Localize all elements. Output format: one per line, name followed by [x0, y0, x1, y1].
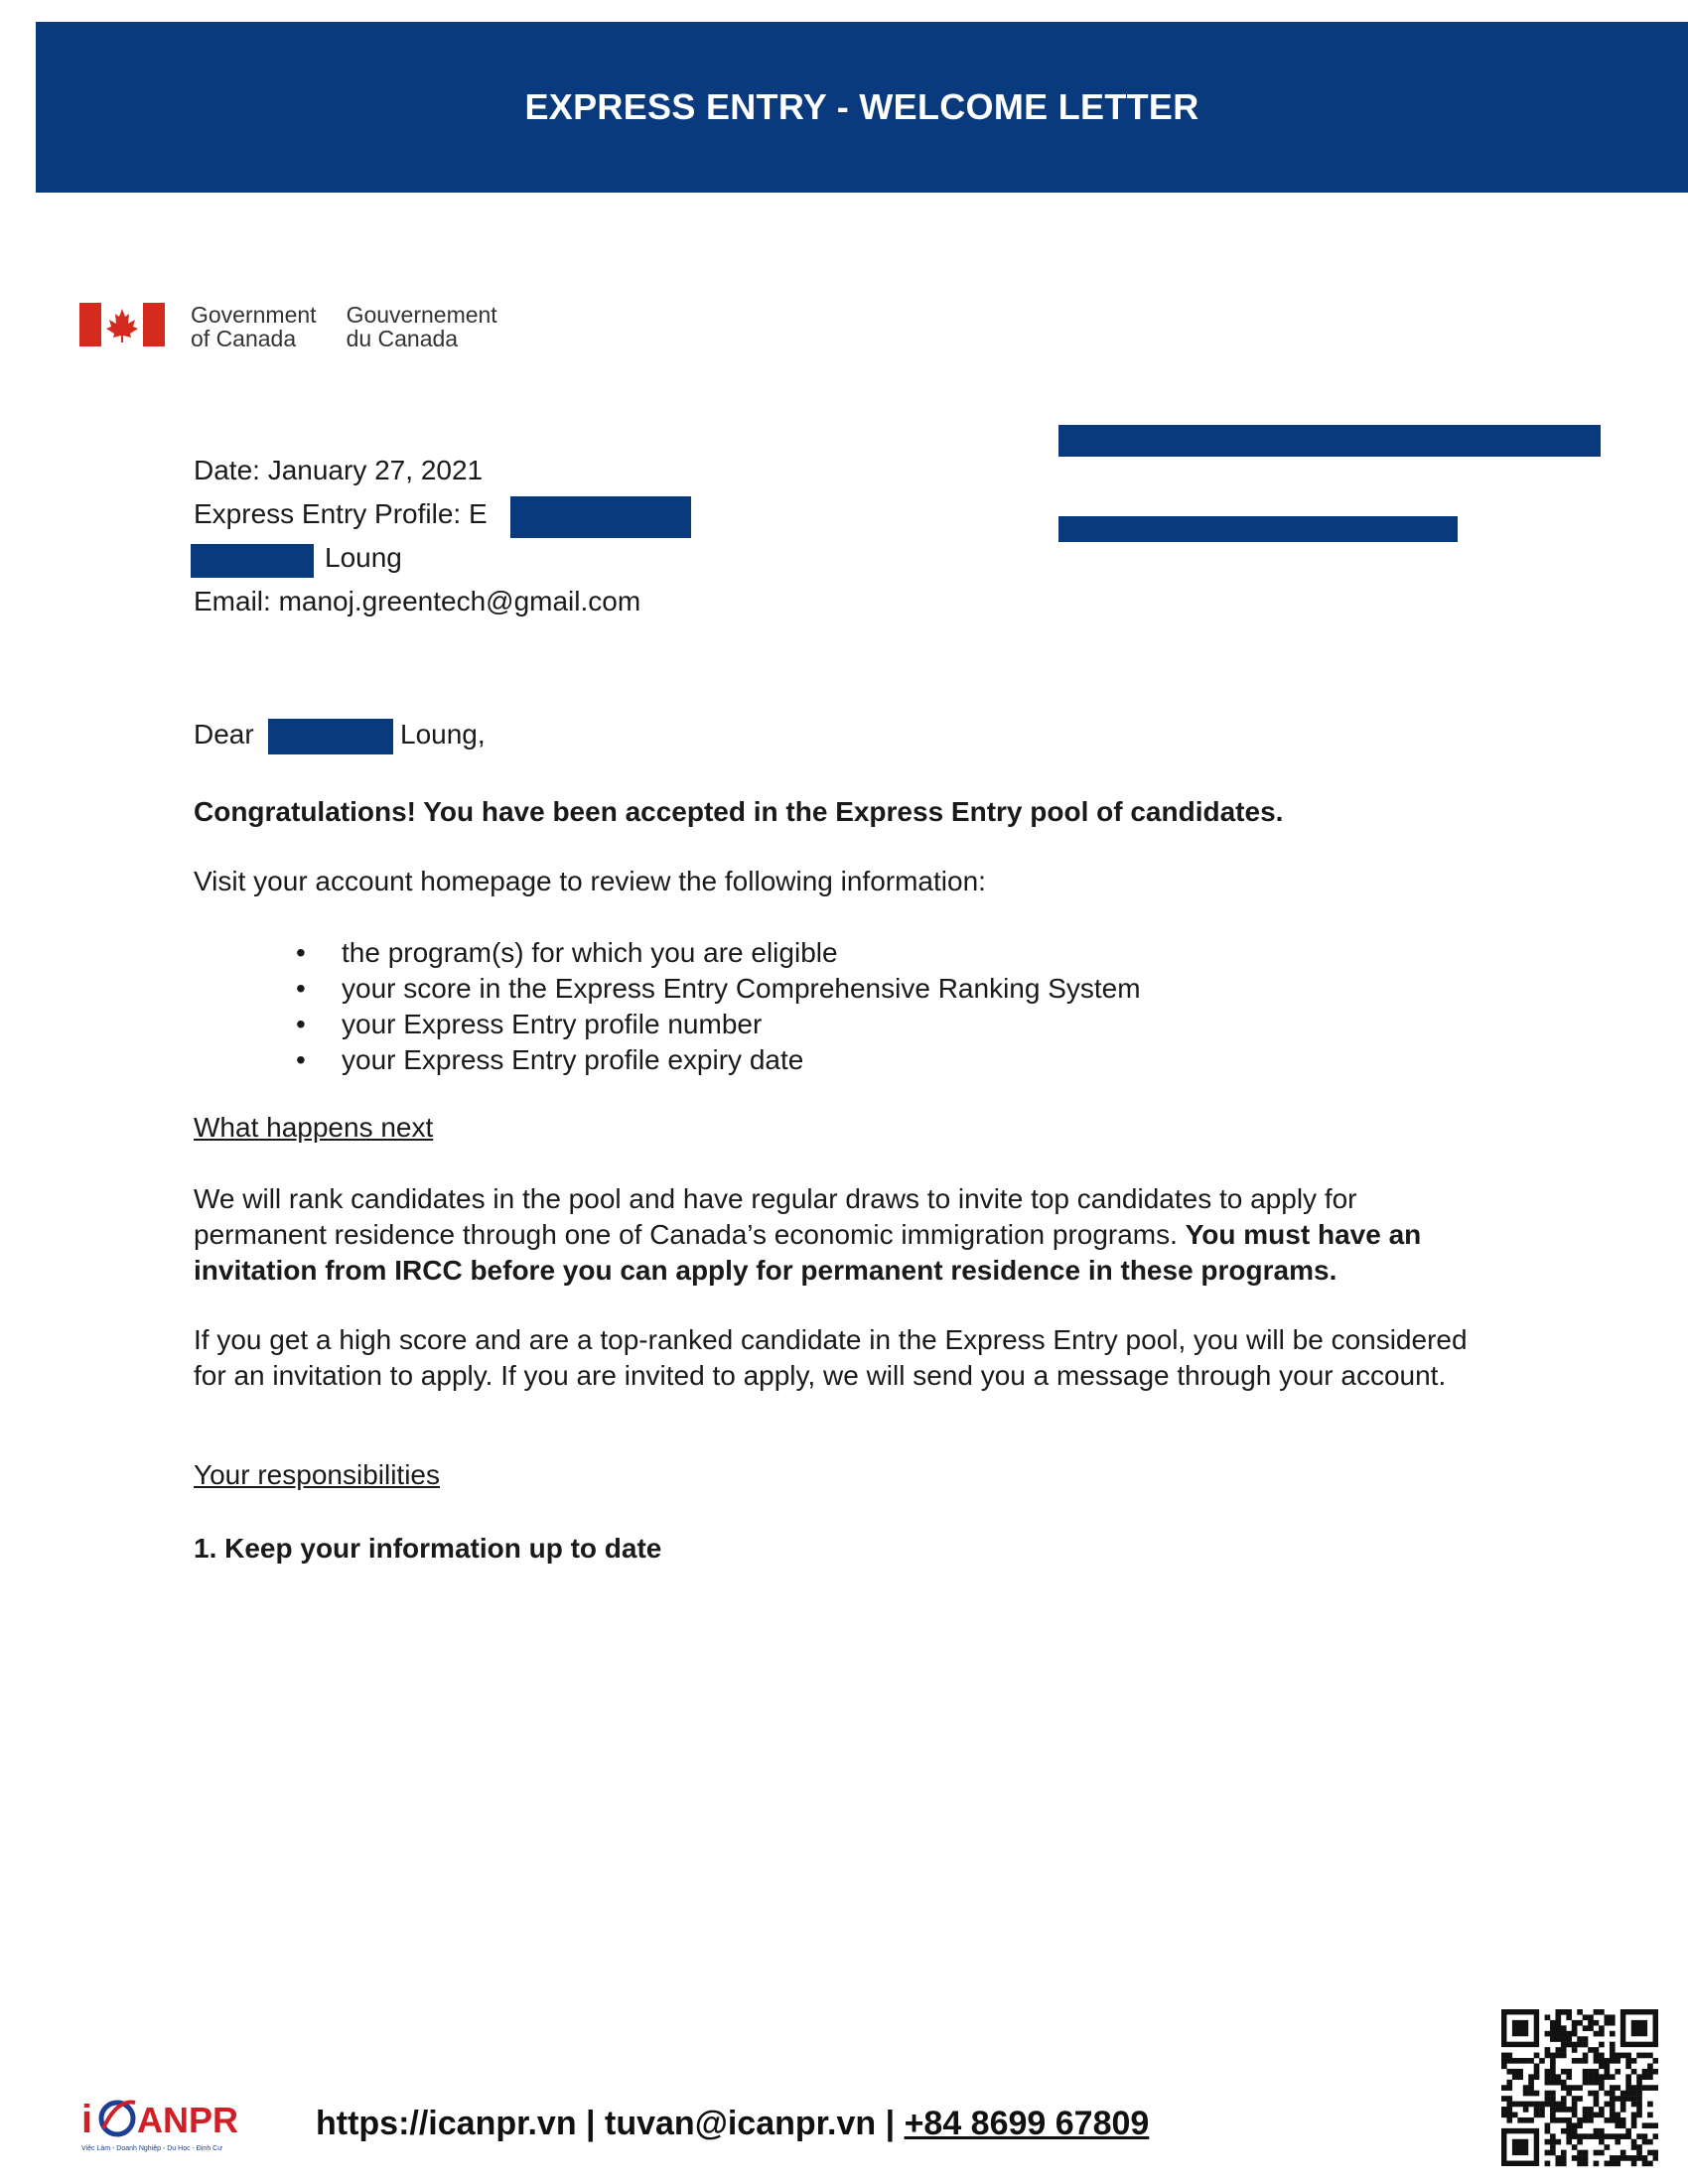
congratulations-line: Congratulations! You have been accepted in the Express Entry pool of candidates. [194, 796, 1284, 827]
name-line: Loung [325, 542, 402, 573]
list-item: • your Express Entry profile number [294, 1007, 1141, 1042]
date-line: Date: January 27, 2021 [194, 455, 484, 485]
email-line: Email: manoj.greentech@gmail.com [194, 586, 641, 616]
responsibilities-heading: Your responsibilities [194, 1459, 440, 1490]
bullet-icon: • [296, 973, 306, 1004]
salutation-end: Loung, [400, 719, 486, 750]
bullet-icon: • [296, 1044, 306, 1075]
score-paragraph: If you get a high score and are a top-ranked candidate in the Express Entry pool, you will be considered for an invitation to apply. If you are invited to apply, we will send you a message through your account. [194, 1324, 1468, 1391]
redacted-salutation-name [268, 719, 393, 754]
list-item: • your score in the Express Entry Comprehensive Ranking System [294, 971, 1141, 1007]
phone-link[interactable]: +84 8699 67809 [904, 2105, 1150, 2142]
redacted-first-name [191, 544, 314, 578]
bullet-icon: • [296, 1009, 306, 1039]
redacted-address-line-2 [1058, 516, 1458, 542]
svg-text:Việc Làm - Doanh Nghiệp - Du H: Việc Làm - Doanh Nghiệp - Du Học - Định Cư [81, 2145, 222, 2152]
svg-text:i: i [81, 2098, 93, 2141]
banner-title: EXPRESS ENTRY - WELCOME LETTER [524, 86, 1199, 127]
website-link[interactable]: https://icanpr.vn [316, 2105, 577, 2142]
icanpr-logo [79, 2089, 258, 2154]
email-link[interactable]: tuvan@icanpr.vn [605, 2105, 877, 2142]
what-happens-next-heading: What happens next [194, 1112, 434, 1143]
redacted-address-line-1 [1058, 425, 1601, 457]
email-value: manoj.greentech@gmail.com [278, 586, 641, 616]
info-bullet-list [294, 935, 1141, 1078]
qr-code-icon[interactable] [1501, 2009, 1658, 2168]
government-of-canada-signature [79, 303, 497, 350]
salutation-start: Dear [194, 719, 254, 750]
bullet-icon: • [296, 937, 306, 968]
profile-line: Express Entry Profile: E [194, 498, 488, 529]
visit-line: Visit your account homepage to review the following information: [194, 866, 986, 896]
rank-paragraph: We will rank candidates in the pool and have regular draws to invite top candidates to apply for permanent residence through one of Canada’s economic immigration programs. You must have an invitation from IRCC before you can apply for permanent residence in these programs. [194, 1183, 1422, 1286]
government-french: Gouvernement du Canada [346, 302, 497, 351]
header-banner [36, 22, 1688, 193]
government-english: Government of Canada [191, 302, 317, 351]
list-item: • the program(s) for which you are eligible [294, 935, 1141, 971]
keep-info-heading: 1. Keep your information up to date [194, 1533, 662, 1564]
list-item: • your Express Entry profile expiry date [294, 1042, 1141, 1078]
footer-contact: https://icanpr.vn | tuvan@icanpr.vn | +84 8699 67809 [316, 2105, 1150, 2142]
canada-flag-icon [79, 303, 165, 346]
svg-text:ANPR: ANPR [137, 2100, 239, 2140]
redacted-profile-number [510, 496, 691, 538]
